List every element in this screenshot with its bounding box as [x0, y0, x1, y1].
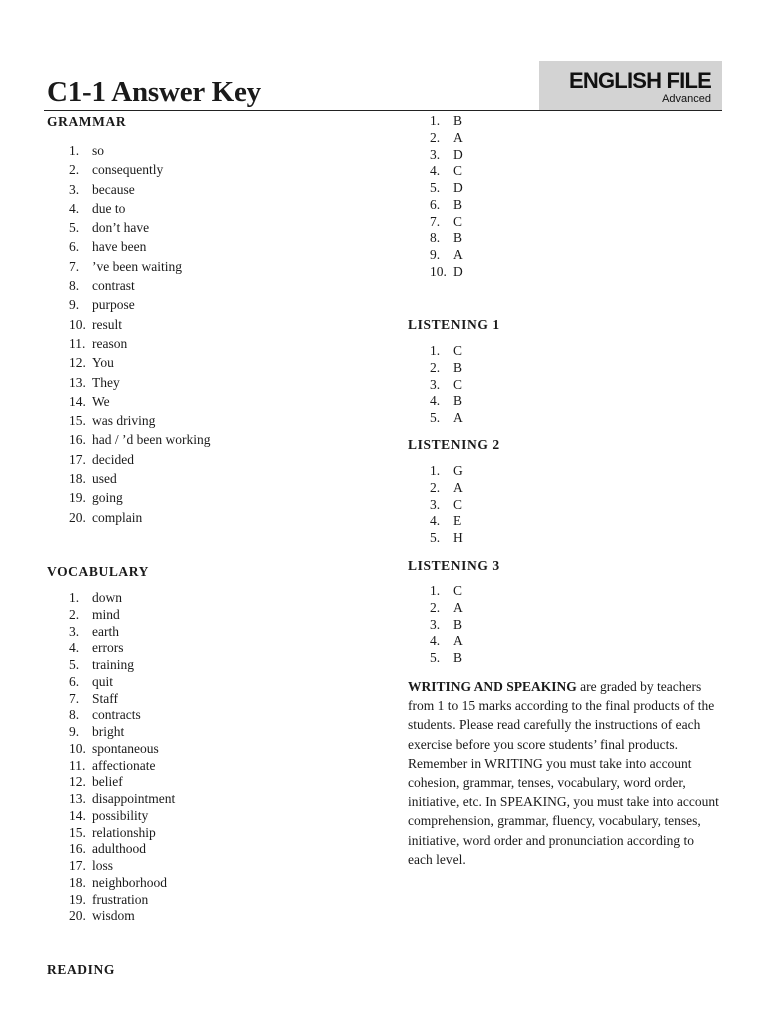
answer-text: complain [92, 509, 143, 525]
answer-item [69, 488, 210, 507]
answer-text: C [453, 583, 463, 598]
answer-item [69, 825, 175, 842]
answer-text: G [453, 463, 463, 478]
answer-item [69, 741, 175, 758]
answer-item [69, 657, 175, 674]
answer-number: 2. [430, 359, 441, 375]
answer-text: A [453, 633, 463, 649]
answer-number: 3. [430, 496, 441, 512]
answer-number: 5. [69, 657, 80, 672]
answer-text: A [453, 247, 463, 262]
answer-item [69, 353, 210, 372]
answer-text: going [92, 490, 123, 506]
listening-3-heading: LISTENING 3 [408, 558, 500, 573]
answer-text: They [92, 374, 120, 390]
answer-item [430, 377, 463, 394]
answer-item [430, 583, 463, 600]
answer-text: B [453, 650, 463, 665]
answer-number: 3. [430, 146, 441, 162]
answer-number: 11. [69, 757, 86, 773]
listening-3-answer-list [430, 583, 463, 667]
answer-item [430, 513, 463, 530]
vocabulary-answer-list [69, 590, 175, 925]
answer-text: B [453, 230, 463, 246]
answer-text: wisdom [92, 908, 135, 924]
answer-number: 15. [69, 824, 86, 840]
listening-1-answer-list [430, 343, 463, 427]
answer-number: 4. [69, 200, 80, 216]
answer-item [430, 410, 463, 427]
answer-text: loss [92, 858, 114, 873]
answer-item [69, 791, 175, 808]
answer-text: C [453, 376, 463, 392]
reading-answer-list [430, 113, 463, 281]
answer-item [430, 530, 463, 547]
answer-text: have been [92, 239, 147, 255]
answer-number: 4. [430, 513, 441, 529]
answer-item [430, 230, 463, 247]
answer-item [69, 607, 175, 624]
answer-item [69, 808, 175, 825]
answer-text: training [92, 657, 134, 672]
answer-item [69, 276, 210, 295]
answer-number: 5. [430, 410, 441, 425]
answer-number: 15. [69, 413, 86, 429]
answer-number: 4. [430, 633, 441, 649]
answer-text: had / ’d been working [92, 432, 211, 448]
answer-number: 4. [430, 163, 441, 179]
answer-text: reason [92, 335, 128, 351]
answer-item [69, 908, 175, 925]
answer-item [69, 469, 210, 488]
answer-text: You [92, 355, 114, 371]
answer-text: A [453, 129, 463, 145]
answer-number: 3. [69, 181, 80, 197]
answer-text: A [453, 599, 463, 615]
writing-speaking-text: are graded by teachers from 1 to 15 marks according to the final products of the students. Please read carefully the instructions of each exercise before you score students’ final products. Remember in WRITING you must take into account cohesion, grammar, tenses, vocabulary, word order, initiative, etc. In SPEAKING, you must take into account comprehension, grammar, fluency, vocabulary, tenses, initiative, word order and pronunciation according to each level. [408, 679, 719, 867]
answer-item [69, 237, 210, 256]
answer-item [69, 334, 210, 353]
answer-text: contrast [92, 278, 135, 294]
answer-text: quit [92, 673, 114, 689]
answer-number: 9. [69, 297, 80, 313]
answer-item [69, 392, 210, 411]
answer-number: 8. [69, 707, 80, 723]
answer-text: errors [92, 640, 124, 656]
answer-number: 16. [69, 841, 86, 857]
answer-text: because [92, 181, 135, 197]
answer-number: 14. [69, 807, 86, 823]
answer-text: decided [92, 451, 134, 467]
answer-text: frustration [92, 891, 149, 907]
answer-number: 7. [69, 258, 80, 274]
page-title: C1-1 Answer Key [47, 76, 261, 108]
answer-number: 7. [430, 213, 441, 229]
answer-number: 13. [69, 791, 86, 806]
answer-item [69, 295, 210, 314]
answer-text: consequently [92, 162, 164, 178]
answer-text: relationship [92, 824, 156, 840]
answer-number: 3. [69, 623, 80, 639]
answer-text: so [92, 143, 105, 158]
answer-number: 12. [69, 355, 86, 371]
answer-text: A [453, 410, 463, 425]
answer-number: 8. [430, 230, 441, 246]
answer-number: 19. [69, 490, 86, 506]
answer-item [69, 774, 175, 791]
answer-item [69, 724, 175, 741]
answer-item [69, 450, 210, 469]
answer-number: 10. [69, 316, 86, 332]
answer-number: 2. [430, 599, 441, 615]
answer-text: disappointment [92, 791, 176, 806]
answer-item [69, 841, 175, 858]
answer-text: down [92, 590, 122, 605]
answer-number: 18. [69, 874, 86, 890]
answer-item [69, 674, 175, 691]
answer-text: C [453, 496, 463, 512]
answer-text: contracts [92, 707, 141, 723]
answer-text: earth [92, 623, 119, 639]
answer-number: 10. [430, 263, 447, 279]
answer-number: 5. [430, 650, 441, 665]
answer-number: 1. [430, 113, 441, 128]
answer-text: affectionate [92, 757, 156, 773]
answer-text: B [453, 113, 463, 128]
answer-item [430, 480, 463, 497]
answer-item [430, 247, 463, 264]
answer-number: 20. [69, 509, 86, 525]
grammar-heading: GRAMMAR [47, 114, 127, 129]
answer-text: used [92, 471, 117, 487]
answer-number: 16. [69, 432, 86, 448]
answer-number: 6. [69, 239, 80, 255]
answer-number: 1. [430, 583, 441, 598]
answer-item [430, 463, 463, 480]
answer-text: B [453, 393, 463, 409]
answer-text: E [453, 513, 462, 529]
answer-number: 17. [69, 858, 86, 873]
answer-number: 20. [69, 908, 86, 924]
answer-item [430, 360, 463, 377]
writing-speaking-paragraph [408, 677, 720, 869]
brand-logo [539, 61, 722, 111]
answer-item [69, 691, 175, 708]
answer-text: H [453, 530, 463, 545]
answer-number: 1. [69, 143, 80, 158]
answer-number: 8. [69, 278, 80, 294]
answer-item [69, 892, 175, 909]
answer-item [430, 214, 463, 231]
answer-text: We [92, 393, 110, 409]
answer-item [430, 197, 463, 214]
writing-speaking-lead: WRITING AND SPEAKING [408, 679, 577, 694]
answer-number: 1. [430, 463, 441, 478]
answer-number: 10. [69, 740, 86, 756]
answer-number: 5. [430, 530, 441, 545]
answer-number: 2. [430, 479, 441, 495]
answer-number: 5. [430, 180, 441, 195]
answer-number: 14. [69, 393, 86, 409]
answer-item [69, 315, 210, 334]
brand-name: ENGLISH FILE [569, 68, 711, 93]
answer-number: 19. [69, 891, 86, 907]
answer-text: spontaneous [92, 740, 159, 756]
answer-number: 1. [69, 590, 80, 605]
answer-text: ’ve been waiting [92, 258, 182, 274]
grammar-answer-list [69, 141, 210, 527]
brand-level: Advanced [662, 93, 711, 105]
answer-number: 4. [430, 393, 441, 409]
answer-number: 2. [69, 162, 80, 178]
answer-item [69, 590, 175, 607]
answer-item [69, 141, 210, 160]
answer-item [69, 430, 210, 449]
answer-item [69, 218, 210, 237]
answer-text: B [453, 616, 463, 632]
title-divider [44, 110, 722, 111]
answer-number: 11. [69, 335, 86, 351]
answer-number: 9. [430, 247, 441, 262]
answer-number: 9. [69, 724, 80, 739]
answer-item [430, 113, 463, 130]
answer-item [430, 497, 463, 514]
answer-item [430, 617, 463, 634]
answer-number: 6. [430, 196, 441, 212]
answer-item [69, 858, 175, 875]
answer-text: adulthood [92, 841, 146, 857]
answer-number: 3. [430, 376, 441, 392]
answer-number: 6. [69, 673, 80, 689]
answer-number: 18. [69, 471, 86, 487]
answer-item [69, 707, 175, 724]
answer-number: 3. [430, 616, 441, 632]
listening-2-heading: LISTENING 2 [408, 437, 500, 452]
answer-item [69, 758, 175, 775]
answer-item [69, 411, 210, 430]
answer-text: C [453, 213, 463, 229]
answer-text: belief [92, 774, 123, 790]
answer-number: 2. [430, 129, 441, 145]
answer-item [430, 650, 463, 667]
listening-1-heading: LISTENING 1 [408, 317, 500, 332]
answer-text: Staff [92, 690, 118, 706]
answer-item [430, 633, 463, 650]
answer-item [69, 160, 210, 179]
answer-item [69, 508, 210, 527]
answer-text: neighborhood [92, 874, 167, 890]
answer-item [69, 875, 175, 892]
answer-text: D [453, 180, 463, 195]
answer-item [430, 147, 463, 164]
vocabulary-heading: VOCABULARY [47, 564, 150, 579]
answer-text: possibility [92, 807, 149, 823]
answer-item [69, 199, 210, 218]
answer-item [69, 373, 210, 392]
reading-heading: READING [47, 962, 115, 977]
answer-number: 2. [69, 606, 80, 622]
answer-item [430, 180, 463, 197]
answer-item [430, 343, 463, 360]
answer-item [430, 163, 463, 180]
answer-number: 1. [430, 343, 441, 358]
answer-text: don’t have [92, 220, 150, 236]
answer-number: 13. [69, 374, 86, 390]
answer-text: bright [92, 724, 125, 739]
listening-2-answer-list [430, 463, 463, 547]
answer-text: was driving [92, 413, 156, 429]
answer-number: 4. [69, 640, 80, 656]
answer-text: D [453, 146, 463, 162]
answer-item [430, 264, 463, 281]
answer-number: 17. [69, 451, 86, 467]
answer-number: 5. [69, 220, 80, 236]
answer-item [69, 257, 210, 276]
answer-text: due to [92, 200, 126, 216]
answer-text: B [453, 359, 463, 375]
answer-text: B [453, 196, 463, 212]
answer-text: C [453, 343, 463, 358]
answer-item [430, 600, 463, 617]
answer-item [430, 130, 463, 147]
answer-item [69, 180, 210, 199]
answer-text: C [453, 163, 463, 179]
answer-text: mind [92, 606, 120, 622]
answer-number: 7. [69, 690, 80, 706]
answer-text: purpose [92, 297, 135, 313]
answer-number: 12. [69, 774, 86, 790]
answer-item [69, 640, 175, 657]
answer-text: D [453, 263, 463, 279]
answer-item [69, 624, 175, 641]
answer-text: A [453, 479, 463, 495]
answer-item [430, 393, 463, 410]
answer-text: result [92, 316, 122, 332]
